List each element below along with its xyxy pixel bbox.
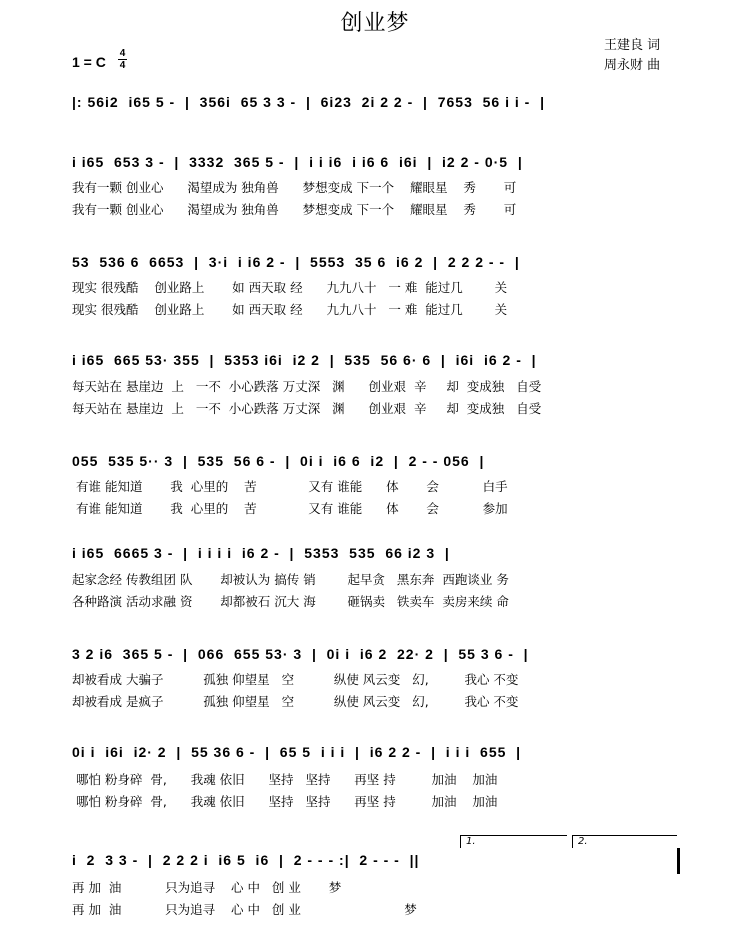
key-signature: 1 = C [72, 54, 106, 70]
lyrics-verse1-line-4: 每天站在 悬崖边 上 一不 小心跌落 万丈深 渊 创业艰 辛 却 变成独 自受 [72, 379, 542, 394]
lyricist-credit: 王建良 词 [604, 38, 661, 53]
lyrics-verse2-line-2: 我有一颗 创业心 渴望成为 独角兽 梦想变成 下一个 耀眼星 秀 可 [72, 202, 517, 217]
lyrics-verse2-line-4: 每天站在 悬崖边 上 一不 小心跌落 万丈深 渊 创业艰 辛 却 变成独 自受 [72, 401, 542, 416]
lyrics-verse1-line-2: 我有一颗 创业心 渴望成为 独角兽 梦想变成 下一个 耀眼星 秀 可 [72, 180, 517, 195]
notation-line-1: |: 56i2 i65 5 - | 356i 65 3 3 - | 6i23 2i 2 2 - | 7653 56 i i - | [72, 94, 546, 110]
lyrics-verse2-line-9: 再 加 油 只为追寻 心 中 创 业 梦 [72, 902, 417, 917]
notation-line-8: 0i i i6i i2· 2 | 55 36 6 - | 65 5 i i i | i6 2 2 - | i i i 655 | [72, 744, 522, 760]
notation-line-7: 3 2 i6 365 5 - | 066 655 53· 3 | 0i i i6 2 22· 2 | 55 3 6 - | [72, 646, 529, 662]
lyrics-verse1-line-3: 现实 很残酷 创业路上 如 西天取 经 九九八十 一 难 能过几 关 [72, 280, 508, 295]
lyrics-verse2-line-5: 有谁 能知道 我 心里的 苦 又有 谁能 体 会 参加 [72, 501, 508, 516]
second-ending-bracket [572, 835, 677, 848]
notation-line-5: 055 535 5·· 3 | 535 56 6 - | 0i i i6 6 i2 | 2 - - 056 | [72, 453, 485, 469]
notation-line-3: 53 536 6 6653 | 3·i i i6 2 - | 5553 35 6 i6 2 | 2 2 2 - - | [72, 254, 520, 270]
notation-line-2: i i65 653 3 - | 3332 365 5 - | i i i6 i i6 6 i6i | i2 2 - 0·5 | [72, 154, 523, 170]
first-ending-label: 1. [466, 836, 476, 847]
notation-line-4: i i65 665 53· 355 | 5353 i6i i2 2 | 535 56 6· 6 | i6i i6 2 - | [72, 352, 537, 368]
first-ending-bracket [460, 835, 567, 848]
lyrics-verse1-line-8: 哪怕 粉身碎 骨, 我魂 依旧 坚持 坚持 再坚 持 加油 加油 [72, 772, 498, 787]
lyrics-verse2-line-3: 现实 很残酷 创业路上 如 西天取 经 九九八十 一 难 能过几 关 [72, 302, 508, 317]
lyrics-verse2-line-6: 各种路演 活动求融 资 却都被石 沉大 海 砸锅卖 铁卖车 卖房来续 命 [72, 594, 509, 609]
notation-line-6: i i65 6665 3 - | i i i i i6 2 - | 5353 535 66 i2 3 | [72, 545, 450, 561]
page-title: 创业梦 [340, 11, 410, 36]
time-signature [118, 48, 127, 71]
notation-line-9: i 2 3 3 - | 2 2 2 i i6 5 i6 | 2 - - - :| 2 - - - || [72, 852, 420, 868]
time-signature-bottom: 4 [119, 60, 126, 71]
lyrics-verse1-line-7: 却被看成 大骗子 孤独 仰望星 空 纵使 风云变 幻, 我心 不变 [72, 672, 519, 687]
time-signature-top: 4 [119, 48, 126, 59]
second-ending-label: 2. [578, 836, 588, 847]
composer-credit: 周永财 曲 [604, 58, 661, 73]
final-barline [677, 848, 680, 874]
lyrics-verse1-line-9: 再 加 油 只为追寻 心 中 创 业 梦 [72, 880, 342, 895]
lyrics-verse2-line-7: 却被看成 是疯子 孤独 仰望星 空 纵使 风云变 幻, 我心 不变 [72, 694, 519, 709]
lyrics-verse1-line-6: 起家念经 传教组团 队 却被认为 搞传 销 起早贪 黑东奔 西跑谈业 务 [72, 572, 509, 587]
lyrics-verse1-line-5: 有谁 能知道 我 心里的 苦 又有 谁能 体 会 白手 [72, 479, 508, 494]
lyrics-verse2-line-8: 哪怕 粉身碎 骨, 我魂 依旧 坚持 坚持 再坚 持 加油 加油 [72, 794, 498, 809]
